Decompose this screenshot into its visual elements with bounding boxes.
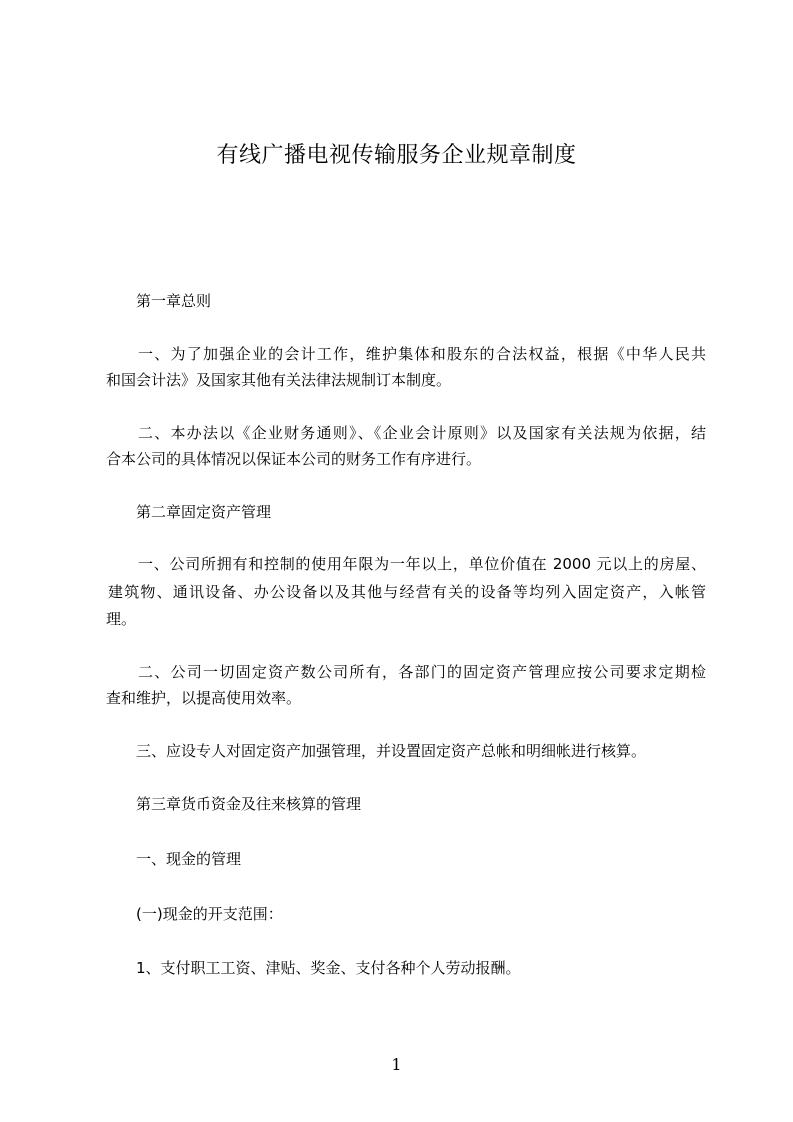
paragraph-line: 一、公司所拥有和控制的使用年限为一年以上，单位价值在 2000 元以上的房屋、 (138, 555, 706, 573)
paragraph-line: 三、应设专人对固定资产加强管理，并设置固定资产总帐和明细帐进行核算。 (136, 742, 647, 760)
chapter-3-heading: 第三章货币资金及往来核算的管理 (136, 795, 362, 813)
chapter-1-heading: 第一章总则 (136, 292, 212, 310)
subsection-heading: (一)现金的开支范围： (136, 905, 283, 923)
document-title: 有线广播电视传输服务企业规章制度 (216, 143, 577, 168)
paragraph-line: 一、为了加强企业的会计工作，维护集体和股东的合法权益，根据《中华人民共 (138, 345, 706, 363)
paragraph-line: 和国会计法》及国家其他有关法律法规制订本制度。 (106, 371, 452, 389)
paragraph-line: 理。 (106, 610, 137, 628)
section-heading: 一、现金的管理 (136, 850, 242, 868)
paragraph-line: 二、公司一切固定资产数公司所有，各部门的固定资产管理应按公司要求定期检 (138, 663, 706, 681)
paragraph-line: 查和维护，以提高使用效率。 (106, 689, 302, 707)
paragraph-line: 合本公司的具体情况以保证本公司的财务工作有序进行。 (106, 450, 482, 468)
page-number: 1 (391, 1055, 402, 1074)
chapter-2-heading: 第二章固定资产管理 (136, 503, 272, 521)
paragraph-line: 建筑物、通讯设备、办公设备以及其他与经营有关的设备等均列入固定资产，入帐管 (108, 583, 706, 601)
paragraph-line: 二、本办法以《企业财务通则》、《企业会计原则》以及国家有关法规为依据，结 (138, 424, 706, 442)
list-item: 1、支付职工工资、津贴、奖金、支付各种个人劳动报酬。 (136, 959, 521, 977)
